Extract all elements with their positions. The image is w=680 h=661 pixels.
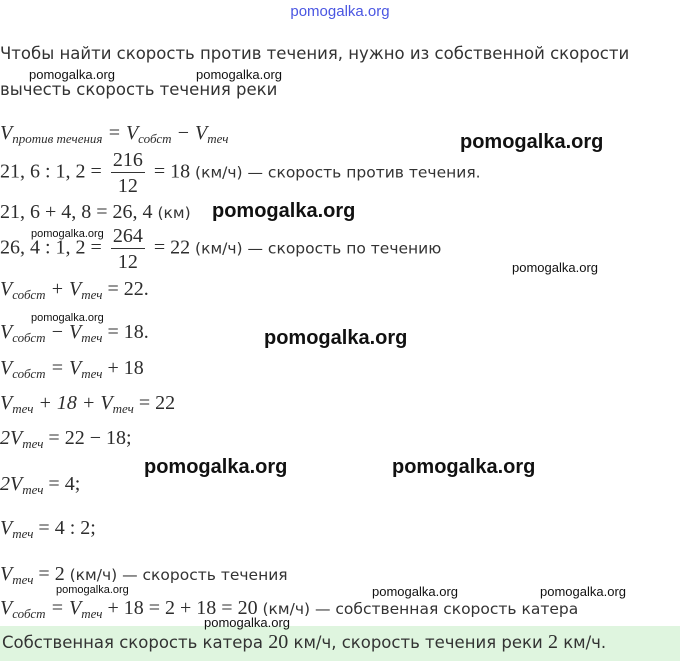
watermark: pomogalka.org [29, 67, 115, 82]
watermark: pomogalka.org [31, 228, 104, 240]
watermark: pomogalka.org [144, 456, 288, 478]
formula-line-2: 21, 6 : 1, 2 = $\frac{216}{12}$ = 18 (км/ч) — скорость против течения. [0, 149, 481, 197]
formula-line-8: $V_{теч} + 18 + V_{теч} = 22$ [0, 392, 176, 416]
formula-line-12: $V_{теч} = 2$ (км/ч) — скорость течения [0, 563, 288, 587]
formula-line-11: $V_{теч} = 4$ : 2; [0, 517, 96, 541]
answer-box [0, 626, 680, 661]
intro-line-2: вычесть скорость течения реки [0, 80, 278, 99]
formula-line-4: 26, 4 : 1, 2 = $\frac{264}{12}$ = 22 (км/ч) — скорость по течению [0, 225, 442, 273]
watermark: pomogalka.org [512, 260, 598, 275]
watermark: pomogalka.org [264, 327, 408, 349]
formula-line-3: 21, 6 + 4, 8 = 26, 4 (км) [0, 201, 191, 223]
watermark: pomogalka.org [196, 67, 282, 82]
watermark: pomogalka.org [31, 312, 104, 324]
formula-line-10: $2V_{теч} = 4$; [0, 473, 81, 497]
watermark: pomogalka.org [204, 615, 290, 630]
watermark: pomogalka.org [540, 584, 626, 599]
watermark: pomogalka.org [460, 131, 604, 153]
formula-line-9: $2V_{теч} = 22 - 18$; [0, 427, 132, 451]
fraction-216-12: $\frac{216}{12}$ [112, 149, 143, 197]
answer-text: Собственная скорость катера 20 км/ч, скорость течения реки 2 км/ч. [2, 631, 607, 653]
formula-line-5: $V_{собст} + V_{теч} = 22$. [0, 278, 149, 302]
intro-line-1: Чтобы найти скорость против течения, нужно из собственной скорости [0, 44, 630, 63]
formula-line-1: $V_{против течения} = V_{собст} - V_{теч}$ [0, 122, 229, 146]
watermark: pomogalka.org [392, 456, 536, 478]
formula-line-6: $V_{собст} - V_{теч} = 18$. [0, 321, 149, 345]
formula-line-13: $V_{собст} = V_{теч} + 18 = 2 + 18 = 20$ (км/ч) — собственная скорость катера [0, 597, 579, 621]
site-header-link[interactable]: pomogalka.org [290, 3, 390, 20]
fraction-264-12: $\frac{264}{12}$ [112, 225, 143, 273]
watermark: pomogalka.org [372, 584, 458, 599]
formula-line-7: $V_{собст} = V_{теч} + 18$ [0, 357, 144, 381]
watermark: pomogalka.org [56, 584, 129, 596]
watermark: pomogalka.org [212, 200, 356, 222]
